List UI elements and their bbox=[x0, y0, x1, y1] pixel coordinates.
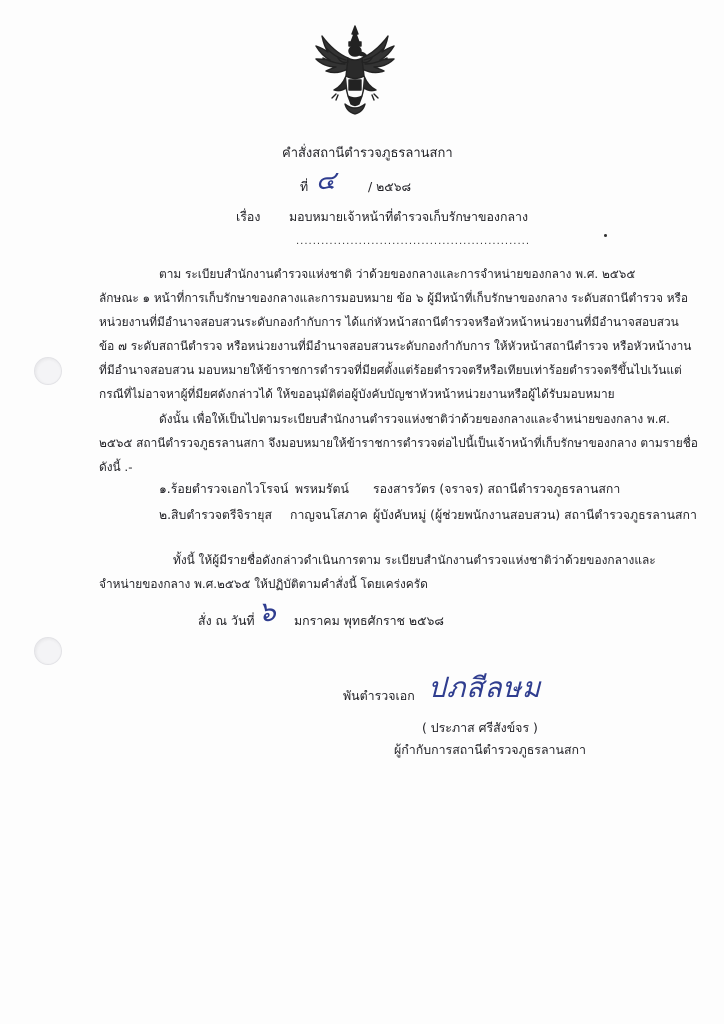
title-separator: ........................................................ bbox=[296, 236, 531, 247]
assignee-name: ๒.สิบตำรวจตรีจิรายุส bbox=[159, 508, 272, 522]
paragraph1-line: กรณีที่ไม่อาจหาผู้ที่มียศดังกล่าวได้ ให้ขออนุมัติต่อผู้บังคับบัญชาหัวหน้าหน่วยงานหรือผู้ได้รับมอบหมาย bbox=[99, 387, 615, 401]
order-year: / ๒๕๖๘ bbox=[368, 179, 412, 194]
paragraph1-line: ตาม ระเบียบสำนักงานตำรวจแห่งชาติ ว่าด้วยของกลางและการจำหน่ายของกลาง พ.ศ. ๒๕๖๕ bbox=[159, 267, 636, 281]
order-title: คำสั่งสถานีตำรวจภูธรลานสกา bbox=[282, 146, 453, 161]
paragraph2-line: ดังนี้ .- bbox=[99, 460, 133, 474]
signer-position: ผู้กำกับการสถานีตำรวจภูธรลานสกา bbox=[394, 742, 587, 757]
signer-rank: พันตำรวจเอก bbox=[343, 688, 415, 703]
order-number-handwritten: ๔ bbox=[316, 166, 336, 196]
handwritten-signature: ปภสีลษม bbox=[428, 671, 542, 704]
assignee-position: ผู้บังคับหมู่ (ผู้ช่วยพนักงานสอบสวน) สถานีตำรวจภูธรลานสกา bbox=[373, 508, 697, 522]
ink-speck bbox=[604, 234, 607, 237]
dateline-suffix: มกราคม พุทธศักราช ๒๕๖๘ bbox=[294, 613, 444, 628]
paragraph2-line: ดังนั้น เพื่อให้เป็นไปตามระเบียบสำนักงานตำรวจแห่งชาติว่าด้วยของกลางและจำหน่ายของกลาง พ.ศ. bbox=[159, 412, 670, 426]
paragraph1-line: ที่มีอำนาจสอบสวน มอบหมายให้ข้าราชการตำรวจที่มียศตั้งแต่ร้อยตำรวจตรีหรือเทียบเท่าร้อยตำรวจตรีขึ้นไปเว้นแต่ bbox=[99, 363, 682, 377]
paragraph1-line: ลักษณะ ๑ หน้าที่การเก็บรักษาของกลางและการมอบหมาย ข้อ ๖ ผู้มีหน้าที่เก็บรักษาของกลาง ระดับสถานีตำรวจ หรือ bbox=[99, 291, 689, 305]
garuda-emblem-icon bbox=[312, 24, 398, 118]
paragraph1-line: หน่วยงานที่มีอำนาจสอบสวนระดับกองกำกับการ ได้แก่หัวหน้าสถานีตำรวจหรือหัวหน้าหน่วยงานที่มีอำนาจสอบสวน bbox=[99, 315, 679, 329]
punch-hole-icon bbox=[34, 637, 62, 665]
assignee-surname: กาญจนโสภาค bbox=[290, 508, 368, 522]
dateline-day-handwritten: ๖ bbox=[258, 595, 276, 628]
subject-text: มอบหมายเจ้าหน้าที่ตำรวจเก็บรักษาของกลาง bbox=[289, 209, 529, 224]
paragraph3-line: จำหน่ายของกลาง พ.ศ.๒๕๖๕ ให้ปฏิบัติตามคำสั่งนี้ โดยเคร่งครัด bbox=[99, 577, 428, 591]
punch-hole-icon bbox=[34, 357, 62, 385]
signer-name: ( ประภาส ศรีสังข์จร ) bbox=[422, 720, 538, 735]
assignee-surname: พรหมรัตน์ bbox=[295, 482, 349, 496]
assignee-position: รองสารวัตร (จราจร) สถานีตำรวจภูธรลานสกา bbox=[373, 482, 621, 496]
subject-label: เรื่อง bbox=[236, 209, 261, 224]
paragraph1-line: ข้อ ๗ ระดับสถานีตำรวจ หรือหน่วยงานที่มีอำนาจสอบสวนระดับกองกำกับการ ให้หัวหน้าสถานีตำรวจ หรือหัวหน้างาน bbox=[99, 339, 692, 353]
dateline-prefix: สั่ง ณ วันที่ bbox=[198, 613, 255, 628]
paragraph2-line: ๒๕๖๕ สถานีตำรวจภูธรลานสกา จึงมอบหมายให้ข้าราชการตำรวจต่อไปนี้เป็นเจ้าหน้าที่เก็บรักษาของกลาง ตามรายชื่อ bbox=[99, 436, 698, 450]
order-number-prefix: ที่ bbox=[300, 179, 309, 194]
paragraph3-line: ทั้งนี้ ให้ผู้มีรายชื่อดังกล่าวดำเนินการตาม ระเบียบสำนักงานตำรวจแห่งชาติว่าด้วยของกลางและ bbox=[173, 553, 656, 567]
assignee-name: ๑.ร้อยตำรวจเอกไวโรจน์ bbox=[159, 482, 289, 496]
